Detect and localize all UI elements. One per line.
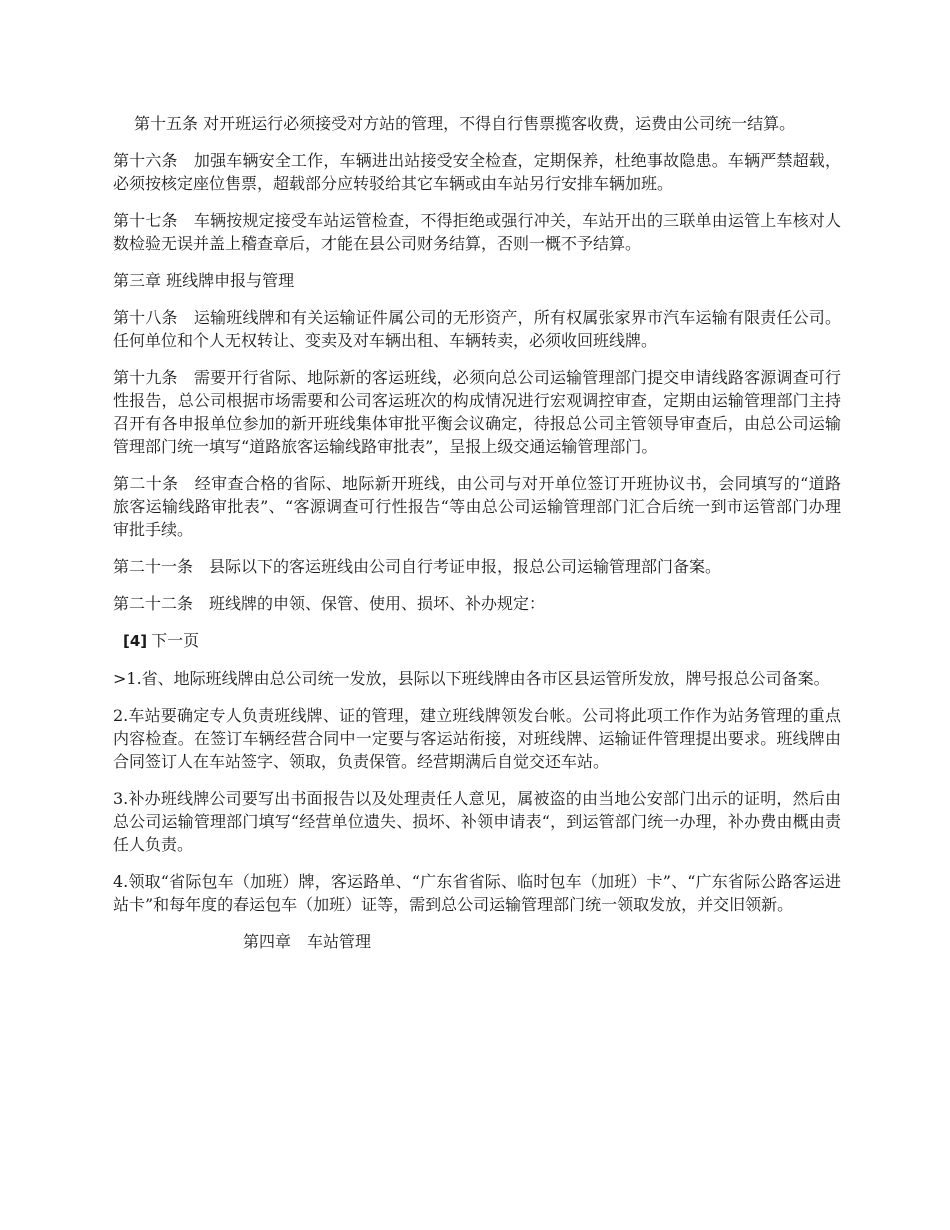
article-21: 第二十一条 县际以下的客运班线由公司自行考证申报，报总公司运输管理部门备案。 [113, 557, 722, 576]
document-body [113, 112, 841, 967]
article-15: 第十五条 对开班运行必须接受对方站的管理，不得自行售票揽客收费，运费由公司统一结算。 [134, 114, 796, 133]
pagination [113, 629, 841, 653]
article-16: 第十六条 加强车辆安全工作，车辆进出站接受安全检查，定期保养，杜绝事故隐患。车辆严禁超载，必须按核定座位售票，超载部分应转驳给其它车辆或由车站另行安排车辆加班。 [113, 151, 841, 193]
rule-item-4: 4.领取“省际包车（加班）牌，客运路单、“广东省省际、临时包车（加班）卡”、“广东省际公路客运进站卡”和每年度的春运包车（加班）证等，需到总公司运输管理部门统一领取发放，并交旧领新。 [113, 872, 841, 914]
article-17: 第十七条 车辆按规定接受车站运管检查，不得拒绝或强行冲关，车站开出的三联单由运管上车核对人数检验无误并盖上稽查章后，才能在县公司财务结算，否则一概不予结算。 [113, 211, 841, 253]
article-22: 第二十二条 班线牌的申领、保管、使用、损坏、补办规定： [113, 594, 546, 613]
rule-item-2: 2.车站要确定专人负责班线牌、证的管理，建立班线牌领发台帐。公司将此项工作作为站务管理的重点内容检查。在签订车辆经营合同中一定要与客运站衔接，对班线牌、运输证件管理提出要求。班线牌由合同签订人在车站签字、领取，负责保管。经营期满后自觉交还车站。 [113, 706, 841, 771]
article-20: 第二十条 经审查合格的省际、地际新开班线，由公司与对开单位签订开班协议书，会同填写的“道路旅客运输线路审批表”、“客源调查可行性报告“等由总公司运输管理部门汇合后统一到市运管部门办理审批手续。 [113, 474, 841, 539]
chapter-3-heading: 第三章 班线牌申报与管理 [113, 271, 295, 290]
article-18: 第十八条 运输班线牌和有关运输证件属公司的无形资产，所有权属张家界市汽车运输有限责任公司。任何单位和个人无权转让、变卖及对车辆出租、车辆转卖，必须收回班线牌。 [113, 308, 841, 350]
rule-item-3: 3.补办班线牌公司要写出书面报告以及处理责任人意见，属被盗的由当地公安部门出示的证明，然后由总公司运输管理部门填写“经营单位遗失、损坏、补领申请表“，到运管部门统一办理，补办费由概由责任人负责。 [113, 789, 841, 854]
page-number-link[interactable]: [4] [123, 632, 148, 650]
chapter-4-heading: 第四章 车站管理 [243, 932, 372, 951]
article-19: 第十九条 需要开行省际、地际新的客运班线，必须向总公司运输管理部门提交申请线路客源调查可行性报告，总公司根据市场需要和公司客运班次的构成情况进行宏观调控审查，定期由运输管理部门主持召开有各申报单位参加的新开班线集体审批平衡会议确定，待报总公司主管领导审查后，由总公司运输管理部门统一填写“道路旅客运输线路审批表”，呈报上级交通运输管理部门。 [113, 368, 841, 456]
next-page-link[interactable]: 下一页 [151, 631, 200, 650]
rule-item-1: >1.省、地际班线牌由总公司统一发放，县际以下班线牌由各市区县运管所发放，牌号报总公司备案。 [113, 669, 830, 688]
